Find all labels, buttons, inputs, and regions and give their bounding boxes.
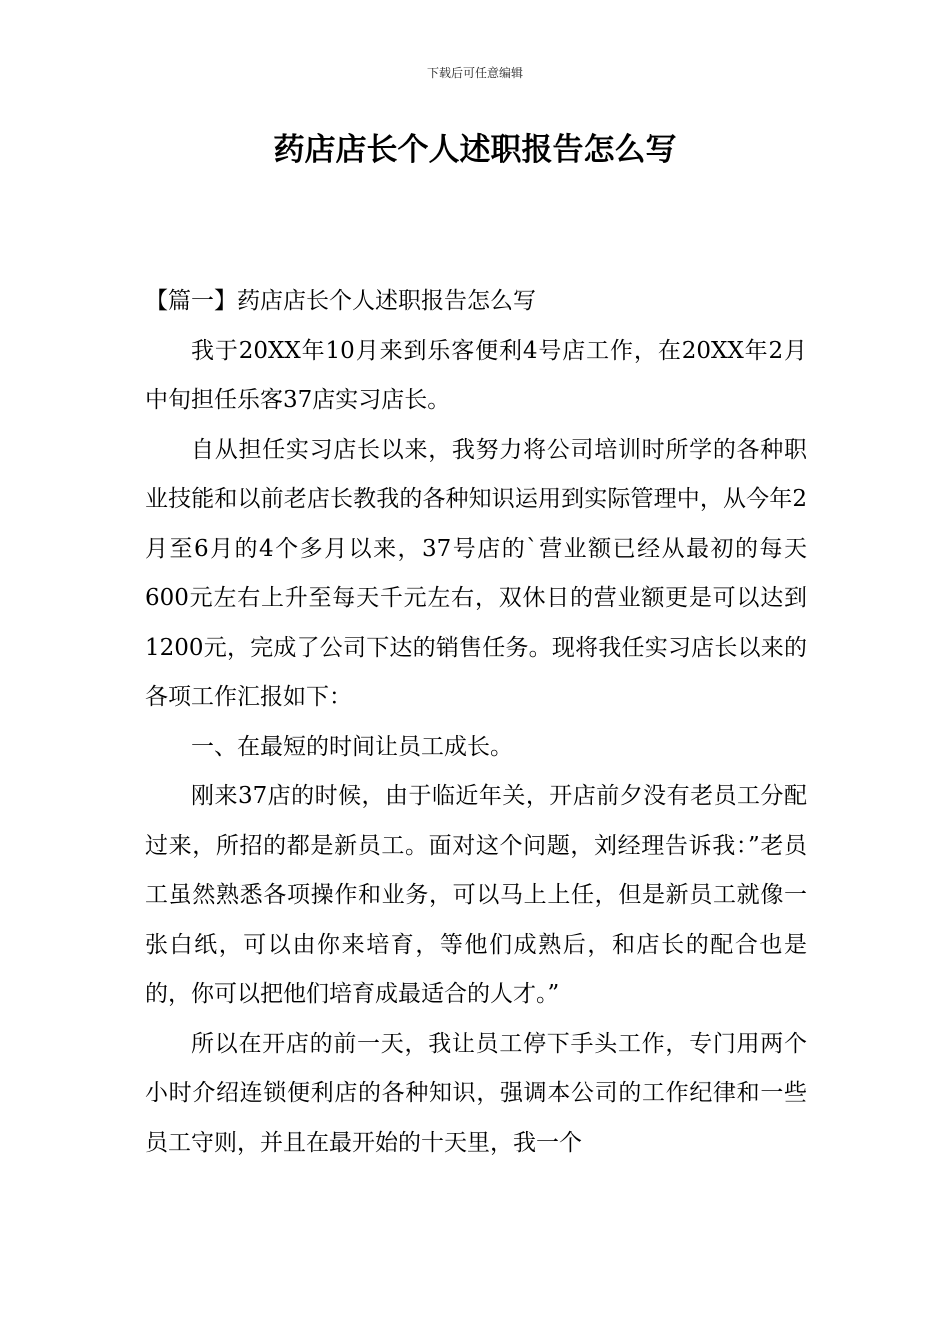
body-paragraph: 刚来37店的时候，由于临近年关，开店前夕没有老员工分配过来，所招的都是新员工。面对这个问题，刘经理告诉我：”老员工虽然熟悉各项操作和业务，可以马上上任，但是新员工就像一张白纸，可以由你来培育，等他们成熟后，和店长的配合也是的，你可以把他们培育成最适合的人才。” <box>145 783 807 1007</box>
body-paragraph: 我于20XX年10月来到乐客便利4号店工作，在20XX年2月中旬担任乐客37店实习店长。 <box>145 337 807 413</box>
section-heading: 【篇一】药店店长个人述职报告怎么写 <box>145 288 536 314</box>
subsection-heading: 一、在最短的时间让员工成长。 <box>191 733 513 760</box>
document-body <box>145 277 807 1168</box>
body-paragraph: 自从担任实习店长以来，我努力将公司培训时所学的各种职业技能和以前老店长教我的各种知识运用到实际管理中，从今年2月至6月的4个多月以来，37号店的`营业额已经从最初的每天600元左右上升至每天千元左右，双休日的营业额更是可以达到1200元，完成了公司下达的销售任务。现将我任实习店长以来的各项工作汇报如下： <box>145 436 807 710</box>
body-paragraph: 所以在开店的前一天，我让员工停下手头工作，专门用两个小时介绍连锁便利店的各种知识，强调本公司的工作纪律和一些员工守则，并且在最开始的十天里，我一个 <box>145 1030 807 1156</box>
header-note: 下载后可任意编辑 <box>426 66 523 80</box>
document-title: 药店店长个人述职报告怎么写 <box>273 132 677 168</box>
